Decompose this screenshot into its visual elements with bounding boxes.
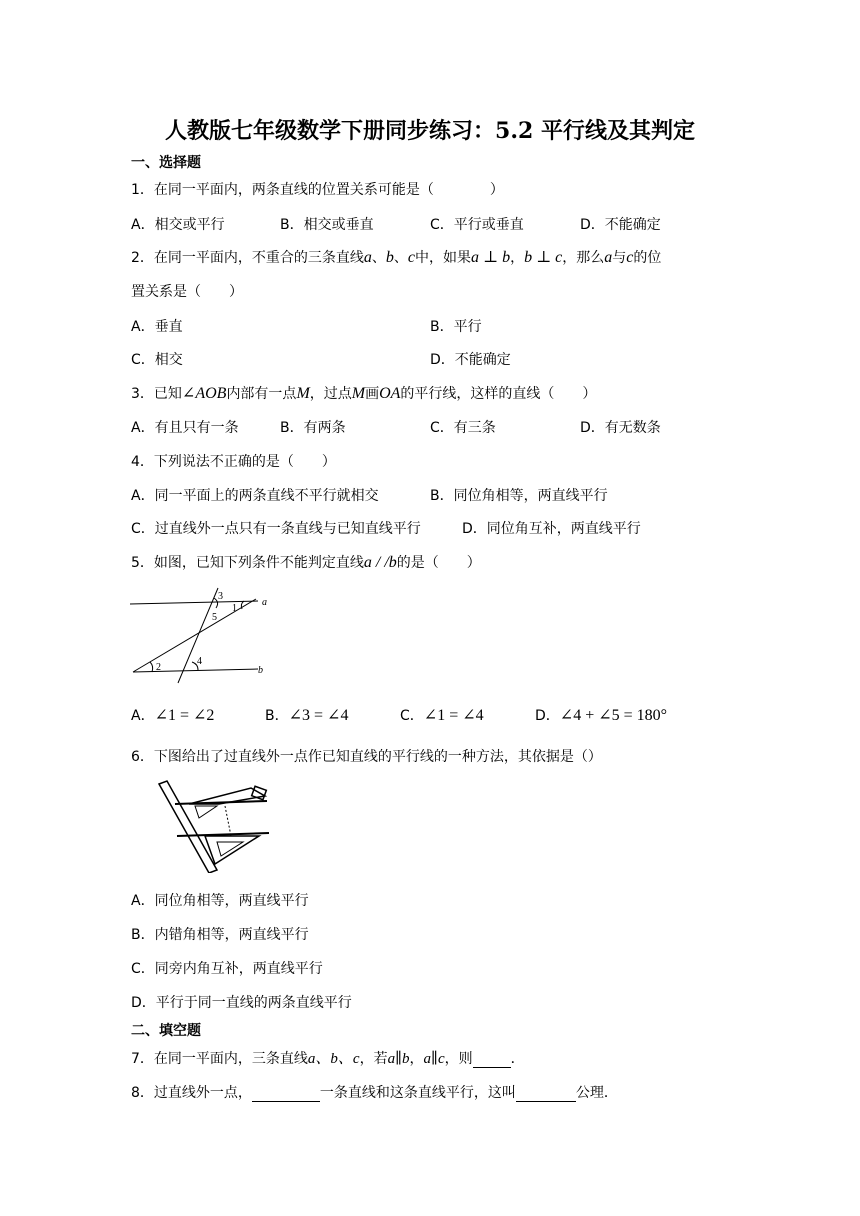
q2-sep: 、 — [393, 250, 408, 266]
q8-text: 公理． — [575, 1085, 618, 1101]
q2-text: ，那么 — [562, 250, 605, 266]
var-c: c — [626, 249, 634, 266]
line-a — [130, 601, 258, 604]
q8-text: 8．过直线外一点， — [131, 1085, 252, 1101]
q7-text: ， — [409, 1051, 424, 1067]
q2-text: 中，如果 — [415, 250, 472, 266]
question-2-stem — [131, 247, 661, 267]
q2-text: 2．在同一平面内，不重合的三条直线 — [131, 250, 364, 266]
var-a: a — [604, 249, 613, 266]
q3-text: ，过点 — [309, 386, 352, 402]
var-b: b — [385, 249, 394, 266]
angle-2-arc — [150, 662, 153, 672]
section-choice-heading: 一、选择题 — [131, 155, 201, 171]
answer-blank[interactable] — [516, 1087, 576, 1102]
relation-a-parallel-b: a / /b — [363, 554, 397, 571]
q3-text: 内部有一点 — [226, 386, 297, 402]
q7-text: ，则 — [444, 1051, 473, 1067]
question-4-stem: 4．下列说法不正确的是（ ） — [131, 454, 336, 470]
label-5: 5 — [212, 612, 217, 623]
question-5-stem — [131, 552, 481, 572]
question-6-option-c: C．同旁内角互补，两直线平行 — [131, 961, 323, 977]
question-2-option-c: C．相交 — [131, 352, 183, 368]
var-a: a — [363, 249, 372, 266]
vars-abc: a、b、c — [307, 1051, 360, 1067]
question-7-stem — [131, 1047, 525, 1068]
option-expression: ∠1 = ∠2 — [154, 707, 215, 724]
option-letter: A． — [131, 708, 155, 724]
question-1-option-b: B．相交或垂直 — [280, 217, 374, 233]
question-5-option-c — [400, 705, 484, 725]
q8-text: 一条直线和这条直线平行，这叫 — [319, 1085, 516, 1101]
q2-text: 的位 — [633, 250, 662, 266]
question-2-option-d: D．不能确定 — [430, 352, 511, 368]
question-6-option-d: D．平行于同一直线的两条直线平行 — [131, 995, 352, 1011]
point-m: M — [351, 385, 366, 402]
relation-a-parallel-b: a∥b — [387, 1051, 410, 1067]
question-3-stem — [131, 383, 596, 403]
label-3: 3 — [218, 591, 223, 602]
relation-a-parallel-c: a∥c — [423, 1051, 445, 1067]
q3-text: 3．已知 — [131, 386, 182, 402]
answer-blank[interactable] — [473, 1053, 511, 1068]
q7-text: ，若 — [359, 1051, 388, 1067]
set-square-bottom — [205, 836, 259, 864]
q7-text: 7．在同一平面内，三条直线 — [131, 1051, 308, 1067]
q2-text: 与 — [612, 250, 627, 266]
answer-blank[interactable] — [252, 1087, 320, 1102]
question-4-option-c: C．过直线外一点只有一条直线与已知直线平行 — [131, 521, 421, 537]
question-1-stem: 1．在同一平面内，两条直线的位置关系可能是（ ） — [131, 182, 504, 198]
question-3-option-c: C．有三条 — [430, 420, 496, 436]
relation-b-perp-c: b ⊥ c — [524, 249, 563, 266]
option-letter: D． — [535, 708, 560, 724]
q2-text: ， — [510, 250, 525, 266]
question-4-option-d: D．同位角互补，两直线平行 — [462, 521, 641, 537]
option-expression: ∠1 = ∠4 — [423, 707, 484, 724]
parallel-lines-figure — [128, 586, 278, 686]
q3-text: 的平行线，这样的直线（ ） — [400, 386, 597, 402]
q7-text: ． — [510, 1051, 525, 1067]
set-square-top-inner — [195, 806, 217, 818]
var-c: c — [407, 249, 416, 266]
question-1-option-c: C．平行或垂直 — [430, 217, 524, 233]
label-a: a — [262, 597, 267, 608]
point-m: M — [296, 385, 310, 402]
dashed-slide-guide — [225, 806, 231, 836]
ruler — [159, 781, 217, 873]
question-1-option-d: D．不能确定 — [580, 217, 661, 233]
question-4-option-b: B．同位角相等，两直线平行 — [430, 488, 608, 504]
label-2: 2 — [156, 662, 161, 673]
question-8-stem — [131, 1082, 618, 1102]
ray-oa: OA — [379, 385, 401, 402]
option-expression: ∠3 = ∠4 — [288, 707, 349, 724]
question-4-option-a: A．同一平面上的两条直线不平行就相交 — [131, 488, 379, 504]
question-6-option-b: B．内错角相等，两直线平行 — [131, 927, 309, 943]
transversal-diagonal — [133, 599, 256, 672]
q5-text: 5．如图，已知下列条件不能判定直线 — [131, 555, 364, 571]
option-letter: C． — [400, 708, 424, 724]
relation-a-perp-b: a ⊥ b — [471, 249, 511, 266]
question-1-option-a: A．相交或平行 — [131, 217, 225, 233]
angle-aob: ∠AOB — [181, 385, 227, 402]
label-4: 4 — [197, 656, 202, 667]
section-fill-heading: 二、填空题 — [131, 1023, 201, 1039]
question-2-option-a: A．垂直 — [131, 319, 183, 335]
q3-text: 画 — [365, 386, 380, 402]
question-3-option-b: B．有两条 — [280, 420, 346, 436]
question-6-option-a: A．同位角相等，两直线平行 — [131, 893, 309, 909]
q2-sep: 、 — [371, 250, 386, 266]
set-square-ruler-figure — [155, 778, 275, 873]
angle-1-arc — [241, 601, 244, 609]
question-6-stem: 6．下图给出了过直线外一点作已知直线的平行线的一种方法，其依据是（） — [131, 749, 602, 765]
option-expression: ∠4 + ∠5 = 180° — [559, 707, 668, 724]
page-title: 人教版七年级数学下册同步练习：5.2 平行线及其判定 — [165, 118, 695, 144]
option-letter: B． — [265, 708, 289, 724]
question-5-option-a — [131, 705, 214, 725]
question-3-option-d: D．有无数条 — [580, 420, 661, 436]
question-2-option-b: B．平行 — [430, 319, 482, 335]
question-5-option-b — [265, 705, 348, 725]
question-3-option-a: A．有且只有一条 — [131, 420, 239, 436]
label-1: 1 — [232, 603, 237, 614]
q5-text: 的是（ ） — [396, 555, 481, 571]
question-5-option-d — [535, 705, 667, 725]
label-b: b — [258, 665, 263, 676]
question-2-stem-line2: 置关系是（ ） — [131, 284, 243, 300]
